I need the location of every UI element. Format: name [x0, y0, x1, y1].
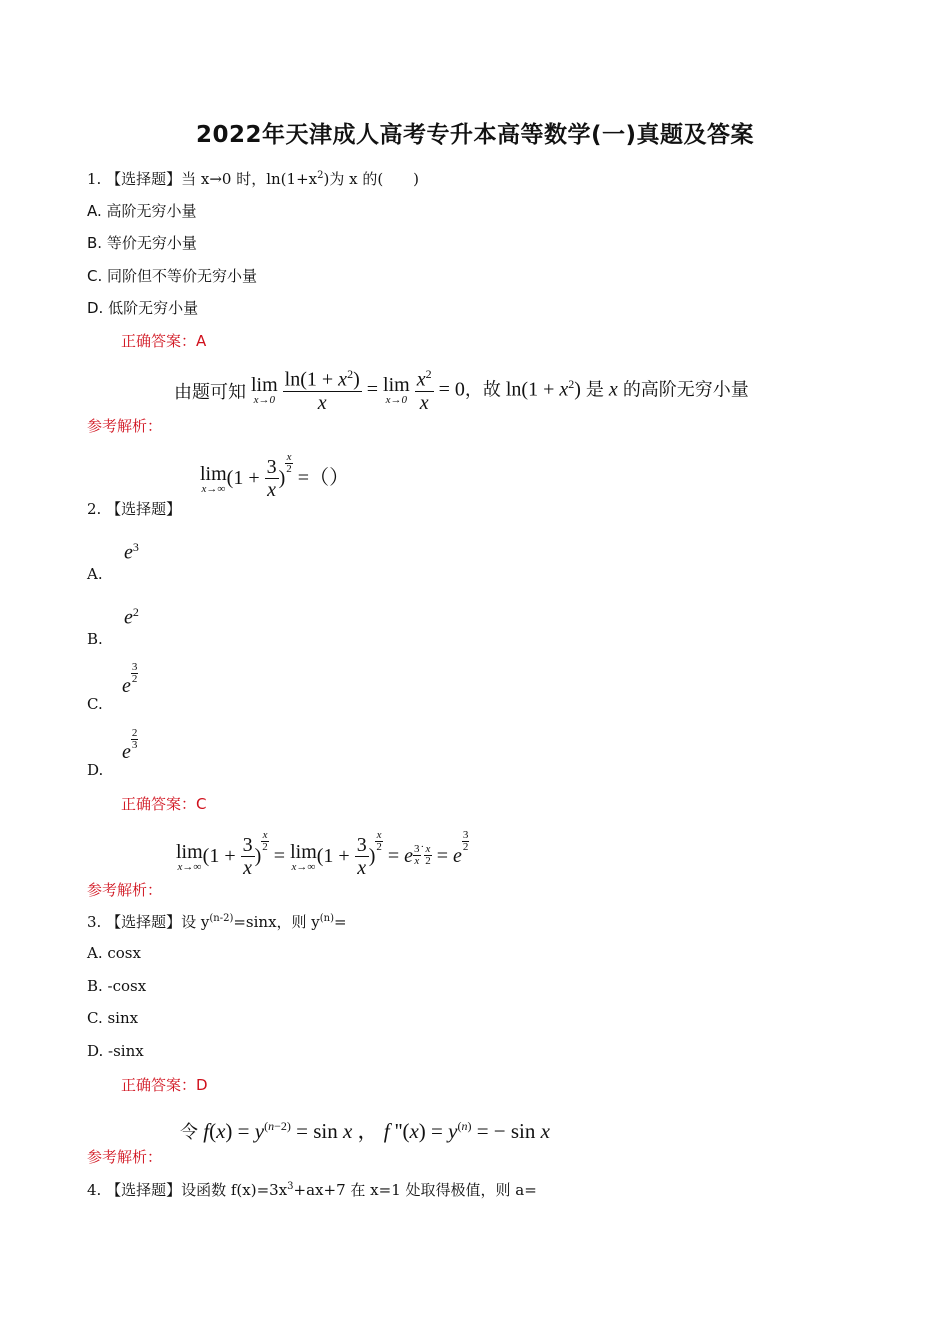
q2-option-d-formula: e $\frac{2}{3}$ — [122, 727, 138, 763]
q2-reference-label: 参考解析： — [87, 881, 163, 899]
page-title: 2022年天津成人高考专升本高等数学(一)真题及答案 — [195, 122, 755, 148]
q1-correct-answer: 正确答案：A — [121, 332, 207, 350]
q2-option-c-formula: e $\frac{3}{2}$ — [122, 661, 138, 697]
q3-correct-answer: 正确答案：D — [121, 1076, 208, 1094]
q1-reference-label: 参考解析： — [87, 417, 163, 435]
q1-option-d: D. 低阶无穷小量 — [87, 299, 199, 317]
q3-option-d: D. -sinx — [87, 1042, 144, 1060]
q2-option-b-formula: $e^2$ — [124, 605, 139, 629]
q1-option-c: C. 同阶但不等价无穷小量 — [87, 267, 258, 285]
question-text: 设 y — [181, 913, 210, 931]
q1-option-b: B. 等价无穷小量 — [87, 234, 197, 252]
q1-explanation-formula: 由题可知 lim x→0 $\frac{\ln(1 + x^2)}{x}$ = lim x→0 $\frac{x^2}{x}$ = 0，故 $\ln(1 + x^2)$ 是 x 的高阶无穷小量 — [174, 367, 749, 414]
question-type-tag: 【选择题】 — [106, 170, 182, 188]
q3-option-b: B. -cosx — [87, 977, 147, 995]
question-text-mid: =sinx，则 y — [233, 913, 320, 931]
q2-option-a-label: A. — [87, 565, 103, 583]
q1-option-a: A. 高阶无穷小量 — [87, 202, 197, 220]
superscript: 3 — [287, 1181, 294, 1192]
q2-limit-formula: lim x→∞ (1 + $\frac{3}{x}$ ) $\frac{x}{2}$ =（） — [200, 451, 350, 502]
question-text: 当 x→0 时，ln(1+x — [181, 170, 318, 188]
question-number: 3. — [87, 913, 102, 931]
question-text-tail: +ax+7 在 x=1 处取得极值，则 a= — [293, 1181, 537, 1199]
question-type-tag: 【选择题】 — [106, 913, 182, 931]
q3-explanation-formula: 令 $f(x) = y^{(n-2)} = \sin x$ ， f ''$(x) = y^{(n)}$ = − sin x — [180, 1119, 550, 1143]
question-2-stem — [87, 498, 181, 519]
question-text-tail: )为 x 的( ) — [323, 170, 420, 188]
question-type-tag: 【选择题】 — [106, 500, 182, 518]
question-number: 2. — [87, 500, 102, 518]
q2-option-c-label: C. — [87, 695, 103, 713]
superscript: (n-2) — [209, 913, 234, 924]
q2-correct-answer: 正确答案：C — [121, 795, 207, 813]
q2-option-a-formula: $e^3$ — [124, 540, 139, 564]
question-text: 设函数 f(x)=3x — [181, 1181, 288, 1199]
q3-option-c: C. sinx — [87, 1009, 139, 1027]
question-type-tag: 【选择题】 — [106, 1181, 182, 1199]
question-number: 1. — [87, 170, 102, 188]
q2-option-d-label: D. — [87, 761, 104, 779]
superscript: (n) — [319, 913, 335, 924]
q2-option-b-label: B. — [87, 630, 103, 648]
question-number: 4. — [87, 1181, 102, 1199]
q2-explanation-formula: lim x→∞ (1 + $\frac{3}{x}$ ) $\frac{x}{2}$ = lim x→∞ (1 + $\frac{3}{x}$ ) $\frac{x}{2}$ = e $\frac{3}{x}$ · $\frac{x}{2}$ = e $\frac{3}{2}$ — [176, 829, 469, 880]
question-3-stem — [87, 911, 347, 932]
question-1-stem — [87, 168, 419, 189]
superscript: 2 — [317, 170, 324, 181]
q3-option-a: A. cosx — [87, 944, 141, 962]
q3-reference-label: 参考解析： — [87, 1148, 163, 1166]
question-text-tail: = — [334, 913, 347, 931]
question-4-stem — [87, 1179, 537, 1200]
